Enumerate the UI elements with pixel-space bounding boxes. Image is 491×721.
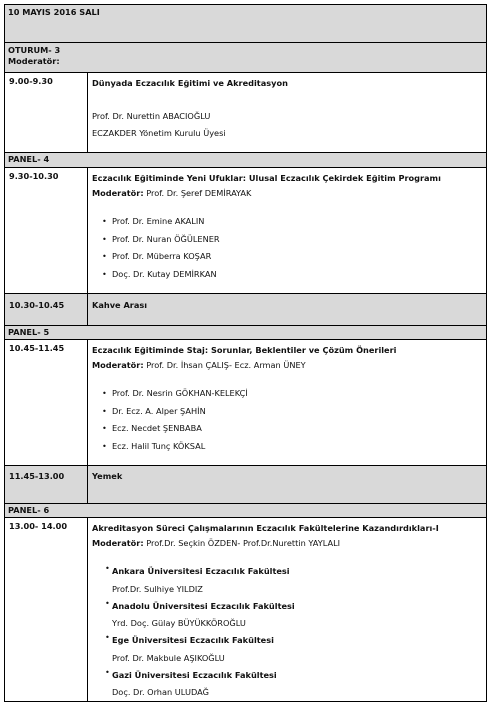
list-item: • Doç. Dr. Kutay DEMİRKAN [112,266,482,284]
panel4-topic: Eczacılık Eğitiminde Yeni Ufuklar: Ulusal Eczacılık Çekirdek Eğitim Programı [92,173,441,183]
panel4-panelist-list [92,213,482,283]
list-item: • Prof. Dr. Nuran ÖĞÜLENER [112,231,482,249]
bullet-icon: • [105,632,110,642]
day-header-row [5,5,487,43]
panel5-row [5,340,487,466]
panel6-moderator-prefix: Moderatör: [92,538,144,548]
list-item: • Ecz. Halil Tunç KÖKSAL [112,438,482,456]
panel5-time: 10.45-11.45 [5,340,88,465]
panel5-topic: Eczacılık Eğitiminde Staj: Sorunlar, Beklentiler ve Çözüm Önerileri [92,345,397,355]
session-speaker: Prof. Dr. Nurettin ABACIOĞLU [92,111,211,121]
institution-name: Ankara Üniversitesi Eczacılık Fakültesi [112,566,290,576]
panel5-moderator-name: Prof. Dr. İhsan ÇALIŞ- Ecz. Arman ÜNEY [143,360,306,370]
lunch-row [5,466,487,504]
panel4-label: PANEL- 4 [8,154,50,164]
panel6-label: PANEL- 6 [8,505,50,515]
lunch-time: 11.45-13.00 [5,466,88,503]
session-row [5,73,487,153]
day-title: 10 MAYIS 2016 SALI [8,7,100,17]
panel4-moderator [92,186,482,201]
bullet-icon: • [102,233,107,244]
session-time: 9.00-9.30 [5,73,88,152]
institution-name: Anadolu Üniversitesi Eczacılık Fakültesi [112,600,295,611]
bullet-icon: • [102,216,107,226]
panel6-moderator [92,536,482,551]
list-item [105,563,482,598]
break-time: 10.30-10.45 [5,294,88,325]
institution-person: Prof. Dr. Makbule AŞIKOĞLU [112,652,225,663]
institution-person: Yrd. Doç. Gülay BÜYÜKKÖROĞLU [112,618,246,628]
panel4-moderator-name: Prof. Dr. Şeref DEMİRAYAK [143,188,252,198]
list-item [105,597,482,633]
institution-person: Prof.Dr. Sulhiye YILDIZ [112,583,203,594]
panel6-header-row [5,504,487,518]
panel4-moderator-prefix: Moderatör: [92,188,144,198]
panel5-label: PANEL- 5 [8,327,50,337]
list-item [105,666,482,702]
bullet-icon: • [102,423,107,433]
panel4-header-row [5,153,487,168]
institution-person: Doç. Dr. Orhan ULUDAĞ [112,687,209,697]
program-table [4,4,487,702]
list-item: • Dr. Ecz. A. Alper ŞAHİN [112,403,482,421]
bullet-icon: • [105,666,110,677]
panel4-row [5,168,487,294]
bullet-icon: • [102,388,107,398]
list-item: • Prof. Dr. Emine AKALIN [112,213,482,231]
panel5-panelist-list [92,385,482,455]
panel4-time: 9.30-10.30 [5,168,88,293]
session-affiliation: ECZAKDER Yönetim Kurulu Üyesi [92,128,226,138]
bullet-icon: • [102,251,107,261]
bullet-icon: • [105,563,110,573]
panel5-header-row [5,326,487,340]
bullet-icon: • [102,440,107,451]
panel6-moderator-name: Prof.Dr. Seçkin ÖZDEN- Prof.Dr.Nurettin YAYLALI [143,538,341,548]
list-item [105,632,482,667]
session-header-row [5,43,487,73]
session-moderator-label: Moderatör: [8,56,60,66]
session-label: OTURUM- 3 [8,45,61,55]
bullet-icon: • [102,268,107,279]
panel6-topic: Akreditasyon Süreci Çalışmalarının Eczacılık Fakültelerine Kazandırdıkları-I [92,523,439,533]
panel5-moderator-prefix: Moderatör: [92,360,144,370]
panel5-moderator [92,358,482,373]
panel6-row [5,518,487,702]
lunch-label: Yemek [92,471,123,481]
panel6-institution-list [92,563,482,701]
break-label: Kahve Arası [92,300,148,310]
bullet-icon: • [102,405,107,416]
session-topic: Dünyada Eczacılık Eğitimi ve Akreditasyon [92,78,288,88]
list-item: • Prof. Dr. Müberra KOŞAR [112,248,482,266]
break-row [5,294,487,326]
list-item: • Prof. Dr. Nesrin GÖKHAN-KELEKÇİ [112,385,482,403]
list-item: • Ecz. Necdet ŞENBABA [112,420,482,438]
institution-name: Ege Üniversitesi Eczacılık Fakültesi [112,635,274,645]
panel6-time: 13.00- 14.00 [5,518,88,701]
bullet-icon: • [105,597,110,608]
institution-name: Gazi Üniversitesi Eczacılık Fakültesi [112,669,277,680]
